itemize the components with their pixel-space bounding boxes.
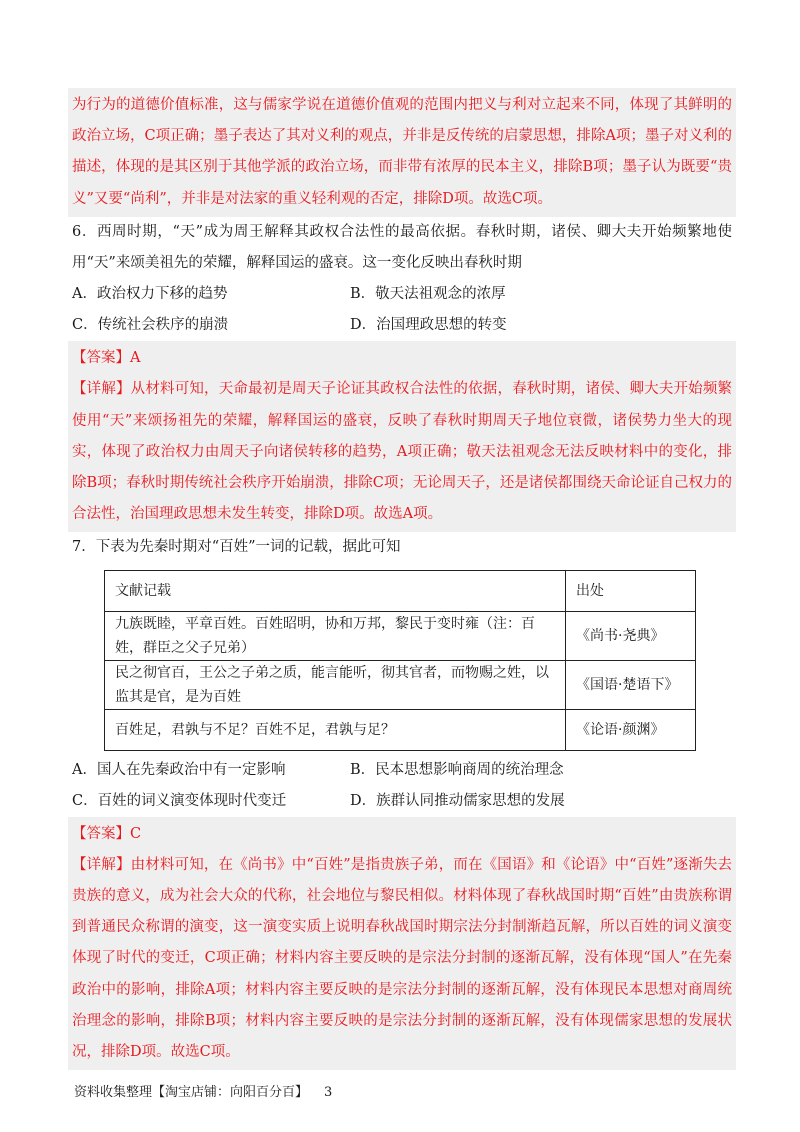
question-6-stem: 6．西周时期，“天”成为周王解释其政权合法性的最高依据。春秋时期，诸侯、卿大夫开始频繁地使用“天”来颂美祖先的荣耀，解释国运的盛衰。这一变化反映出春秋时期 bbox=[72, 223, 732, 272]
question-7-options-row-2 bbox=[72, 786, 732, 817]
question-7-options-row-1 bbox=[72, 755, 732, 786]
table-cell: 《国语·楚语下》 bbox=[566, 660, 696, 709]
page-content bbox=[72, 88, 732, 1070]
question-6-options-row-1 bbox=[72, 279, 732, 310]
table-header-cell: 文献记载 bbox=[105, 570, 566, 611]
option-d: D．族群认同推动儒家思想的发展 bbox=[350, 792, 565, 809]
table-cell: 民之彻官百，王公之子弟之质，能言能听，彻其官者，而物赐之姓，以监其是官，是为百姓 bbox=[105, 660, 566, 709]
question-7-stem: 7．下表为先秦时期对“百姓”一词的记载，据此可知 bbox=[72, 539, 401, 556]
answer-label: 【答案】A bbox=[72, 350, 141, 367]
footer-source: 资料收集整理【淘宝店铺：向阳百分百】 bbox=[74, 1085, 309, 1100]
explanation-text: 【详解】从材料可知，天命最初是周天子论证其政权合法性的依据，春秋时期，诸侯、卿大夫开始频繁使用“天”来颂扬祖先的荣耀，解释国运的盛衰，反映了春秋时期周天子地位衰微，诸侯势力坐大的现实，体现了政治权力由周天子向诸侯转移的趋势，A项正确；敬天法祖观念无法反映材料中的变化，排除B项；春秋时期传统社会秩序开始崩溃，排除C项；无论周天子，还是诸侯都围绕天命论证自己权力的合法性，治国理政思想未发生转变，排除D项。故选A项。 bbox=[72, 381, 732, 523]
table-cell: 《尚书·尧典》 bbox=[566, 611, 696, 660]
table-cell: 《论语·颜渊》 bbox=[566, 709, 696, 750]
explanation-block-q5 bbox=[68, 88, 736, 217]
table-header-row bbox=[105, 570, 696, 611]
records-table bbox=[104, 570, 696, 751]
option-d: D．治国理政思想的转变 bbox=[350, 317, 507, 334]
option-b: B．敬天法祖观念的浓厚 bbox=[350, 286, 506, 303]
table-header-cell: 出处 bbox=[566, 570, 696, 611]
table-cell: 九族既睦，平章百姓。百姓昭明，协和万邦，黎民于变时雍（注：百姓，群臣之父子兄弟） bbox=[105, 611, 566, 660]
question-6-options-row-2 bbox=[72, 310, 732, 341]
option-a: A．政治权力下移的趋势 bbox=[72, 286, 228, 303]
explanation-text: 【详解】由材料可知，在《尚书》中“百姓”是指贵族子弟，而在《国语》和《论语》中“百姓”逐渐失去贵族的意义，成为社会大众的代称，社会地位与黎民相似。材料体现了春秋战国时期“百姓”由贵族称谓到普通民众称谓的演变，这一演变实质上说明春秋战国时期宗法分封制渐趋瓦解，所以百姓的词义演变体现了时代的变迁，C项正确；材料内容主要反映的是宗法分封制的逐渐瓦解，没有体现“国人”在先秦政治中的影响，排除A项；材料内容主要反映的是宗法分封制的逐渐瓦解，没有体现民本思想对商周统治理念的影响，排除B项；材料内容主要反映的是宗法分封制的逐渐瓦解，没有体现儒家思想的发展状况，排除D项。故选C项。 bbox=[72, 856, 732, 1061]
answer-label: 【答案】C bbox=[72, 825, 142, 842]
table-cell: 百姓足，君孰与不足？百姓不足，君孰与足？ bbox=[105, 709, 566, 750]
page-footer bbox=[74, 1081, 332, 1100]
page-number: 3 bbox=[324, 1085, 333, 1100]
table-row bbox=[105, 660, 696, 709]
answer-block-q7 bbox=[68, 817, 736, 1071]
option-c: C．百姓的词义演变体现时代变迁 bbox=[72, 792, 287, 809]
table-row bbox=[105, 611, 696, 660]
option-b: B．民本思想影响商周的统治理念 bbox=[350, 761, 564, 778]
option-a: A．国人在先秦政治中有一定影响 bbox=[72, 761, 286, 778]
answer-block-q6 bbox=[68, 341, 736, 532]
table-row bbox=[105, 709, 696, 750]
explanation-text: 为行为的道德价值标准，这与儒家学说在道德价值观的范围内把义与利对立起来不同，体现了其鲜明的政治立场，C项正确；墨子表达了其对义利的观点，并非是反传统的启蒙思想，排除A项；墨子对义利的描述，体现的是其区别于其他学派的政治立场，而非带有浓厚的民本主义，排除B项；墨子认为既要“贵义”又要“尚利”，并非是对法家的重义轻利观的否定，排除D项。故选C项。 bbox=[72, 97, 732, 207]
option-c: C．传统社会秩序的崩溃 bbox=[72, 317, 229, 334]
